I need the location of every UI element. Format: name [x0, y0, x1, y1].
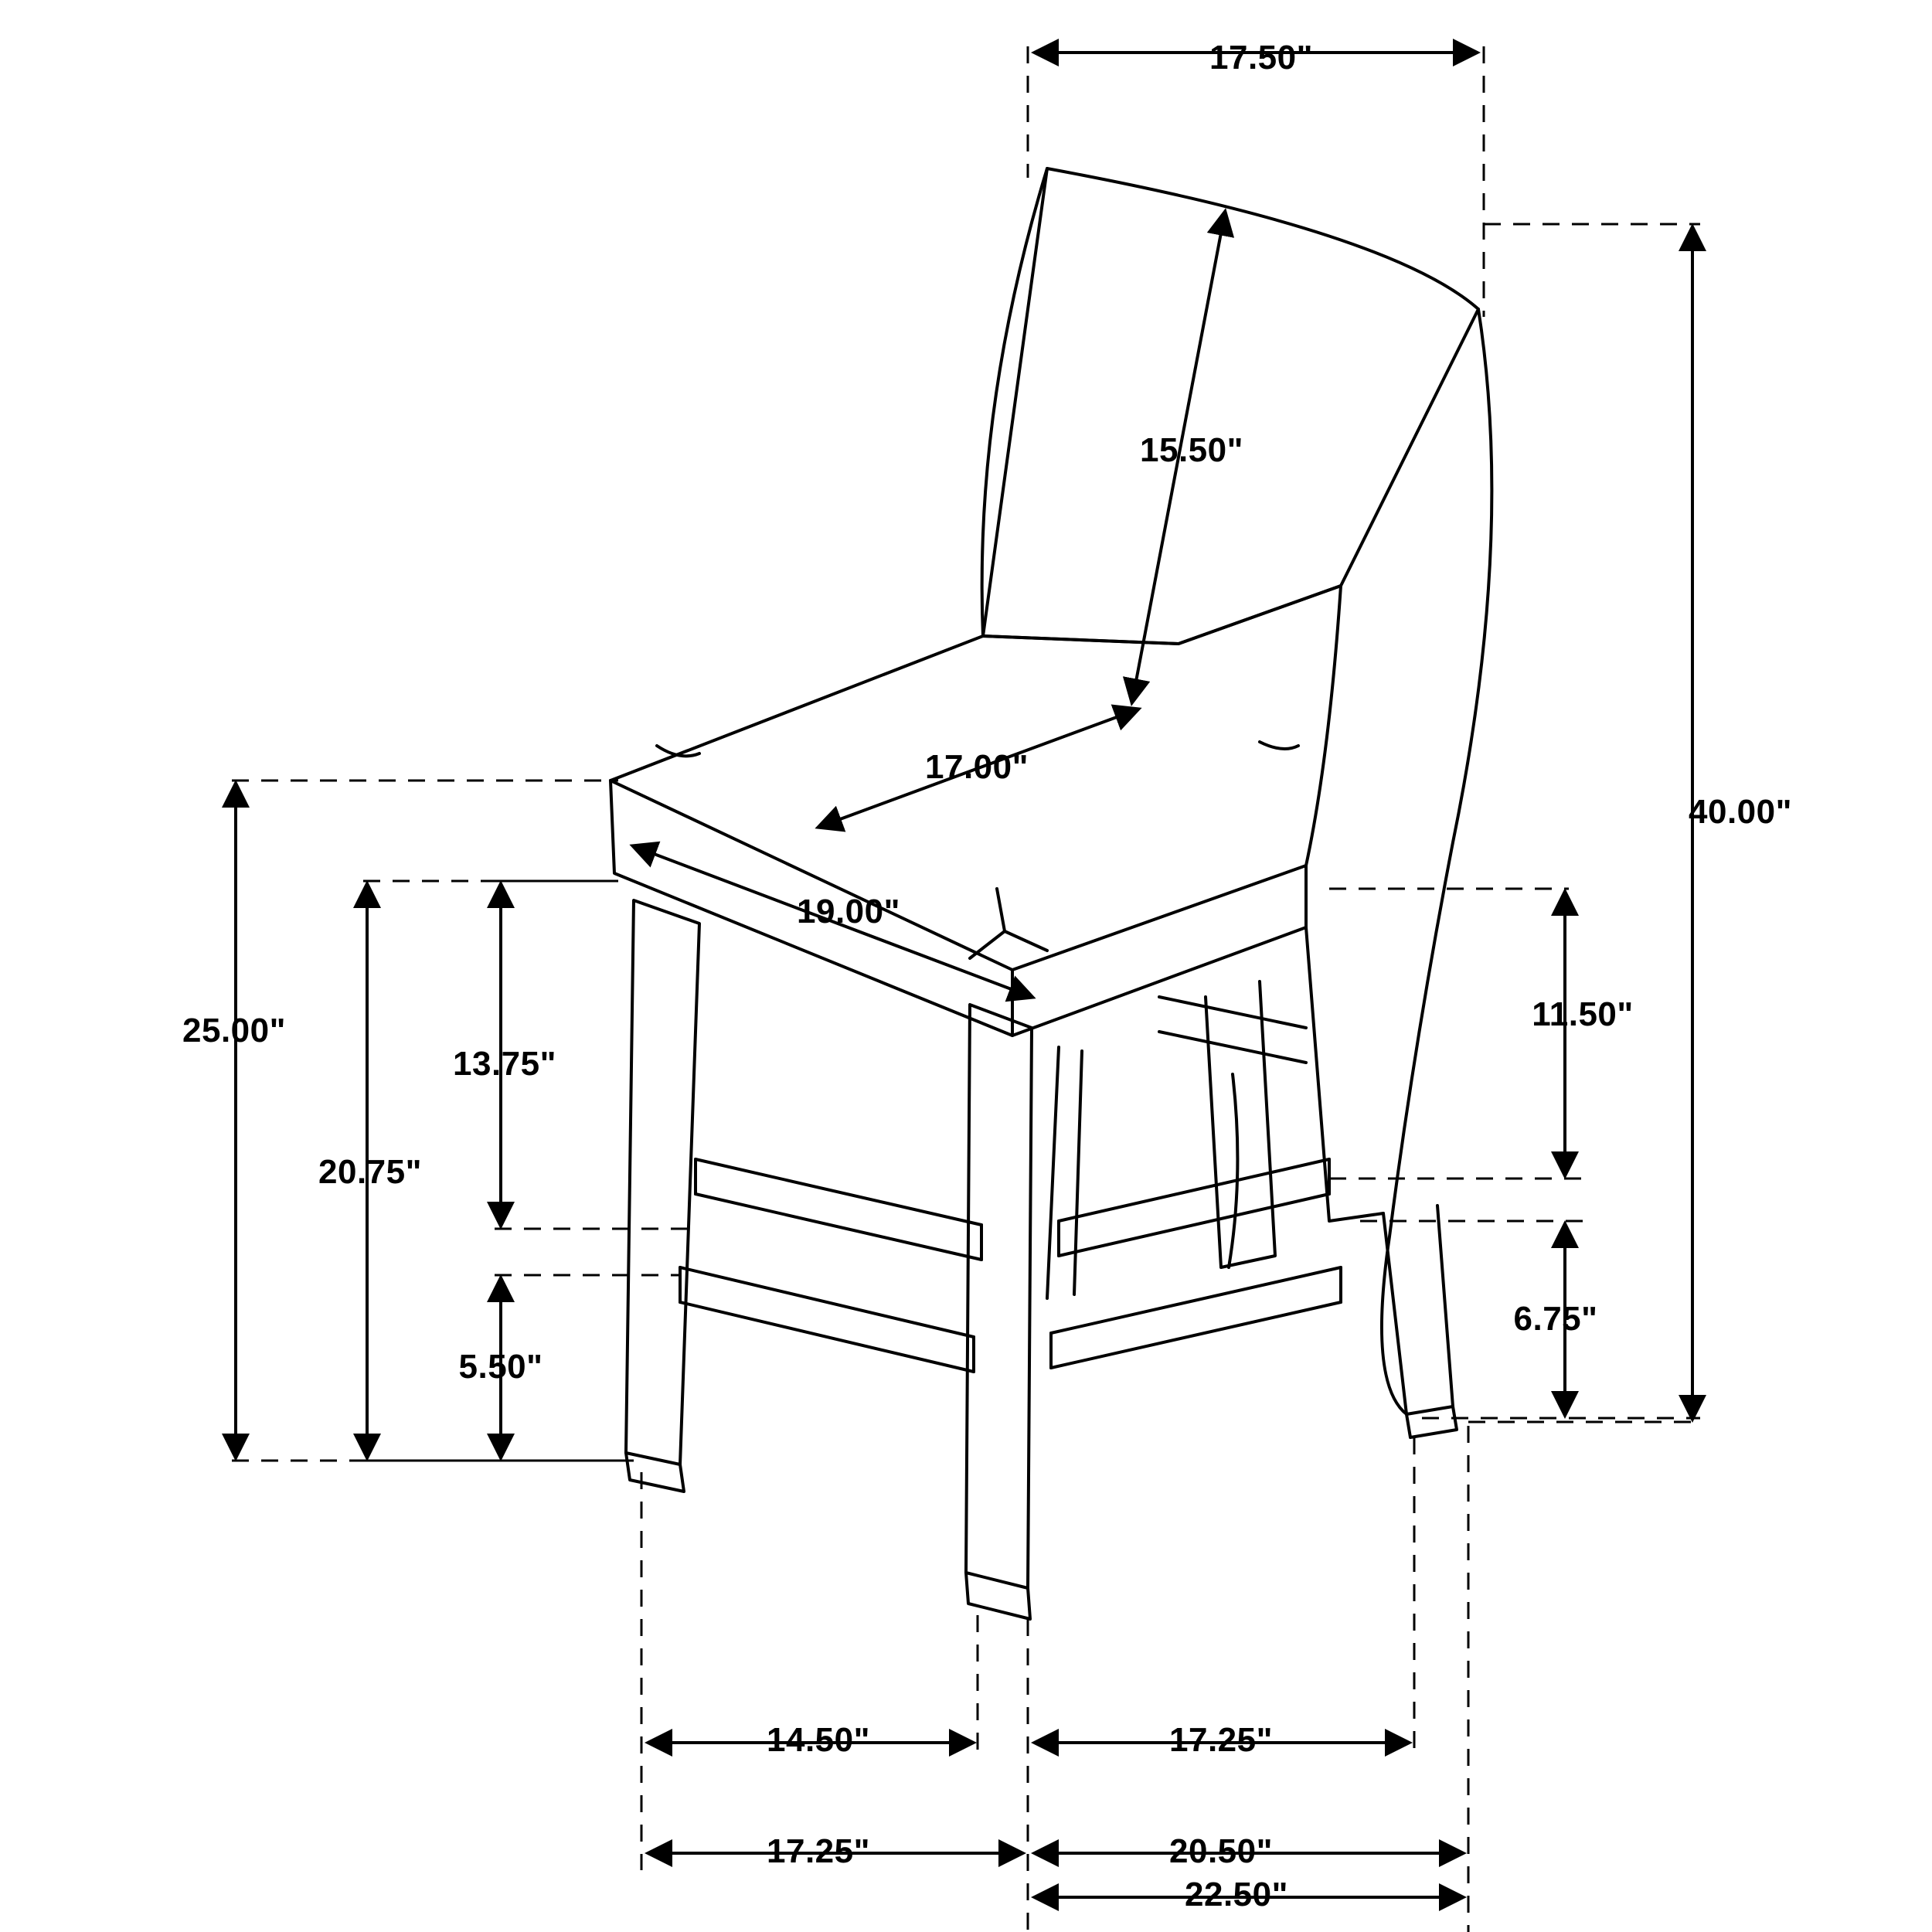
dimension-label-seat-width: 19.00" — [797, 893, 900, 930]
dimension-label-side-leg-span: 17.25" — [1169, 1721, 1273, 1759]
dimension-label-front-leg-span: 14.50" — [767, 1721, 870, 1759]
dimension-label-back-width: 17.50" — [1209, 39, 1313, 77]
dimension-label-overall-height: 40.00" — [1689, 793, 1792, 831]
dimension-label-seat-depth: 17.00" — [925, 748, 1029, 786]
dimension-label-lower-rail-height: 5.50" — [458, 1348, 543, 1386]
dimension-label-upper-rail-height: 13.75" — [453, 1045, 556, 1083]
dimension-label-left-depth: 17.25" — [767, 1832, 870, 1870]
dimension-label-rear-rail-height: 6.75" — [1513, 1300, 1598, 1338]
dimension-label-rear-seat-height: 11.50" — [1532, 995, 1634, 1033]
dimension-label-seat-height: 25.00" — [182, 1012, 286, 1049]
dimension-label-overall-depth: 22.50" — [1185, 1876, 1288, 1913]
dimension-label-back-height: 15.50" — [1140, 431, 1243, 469]
chair-outline — [611, 168, 1492, 1619]
dimension-label-seat-front-height: 20.75" — [318, 1153, 422, 1191]
dimension-label-right-depth: 20.50" — [1169, 1832, 1273, 1870]
